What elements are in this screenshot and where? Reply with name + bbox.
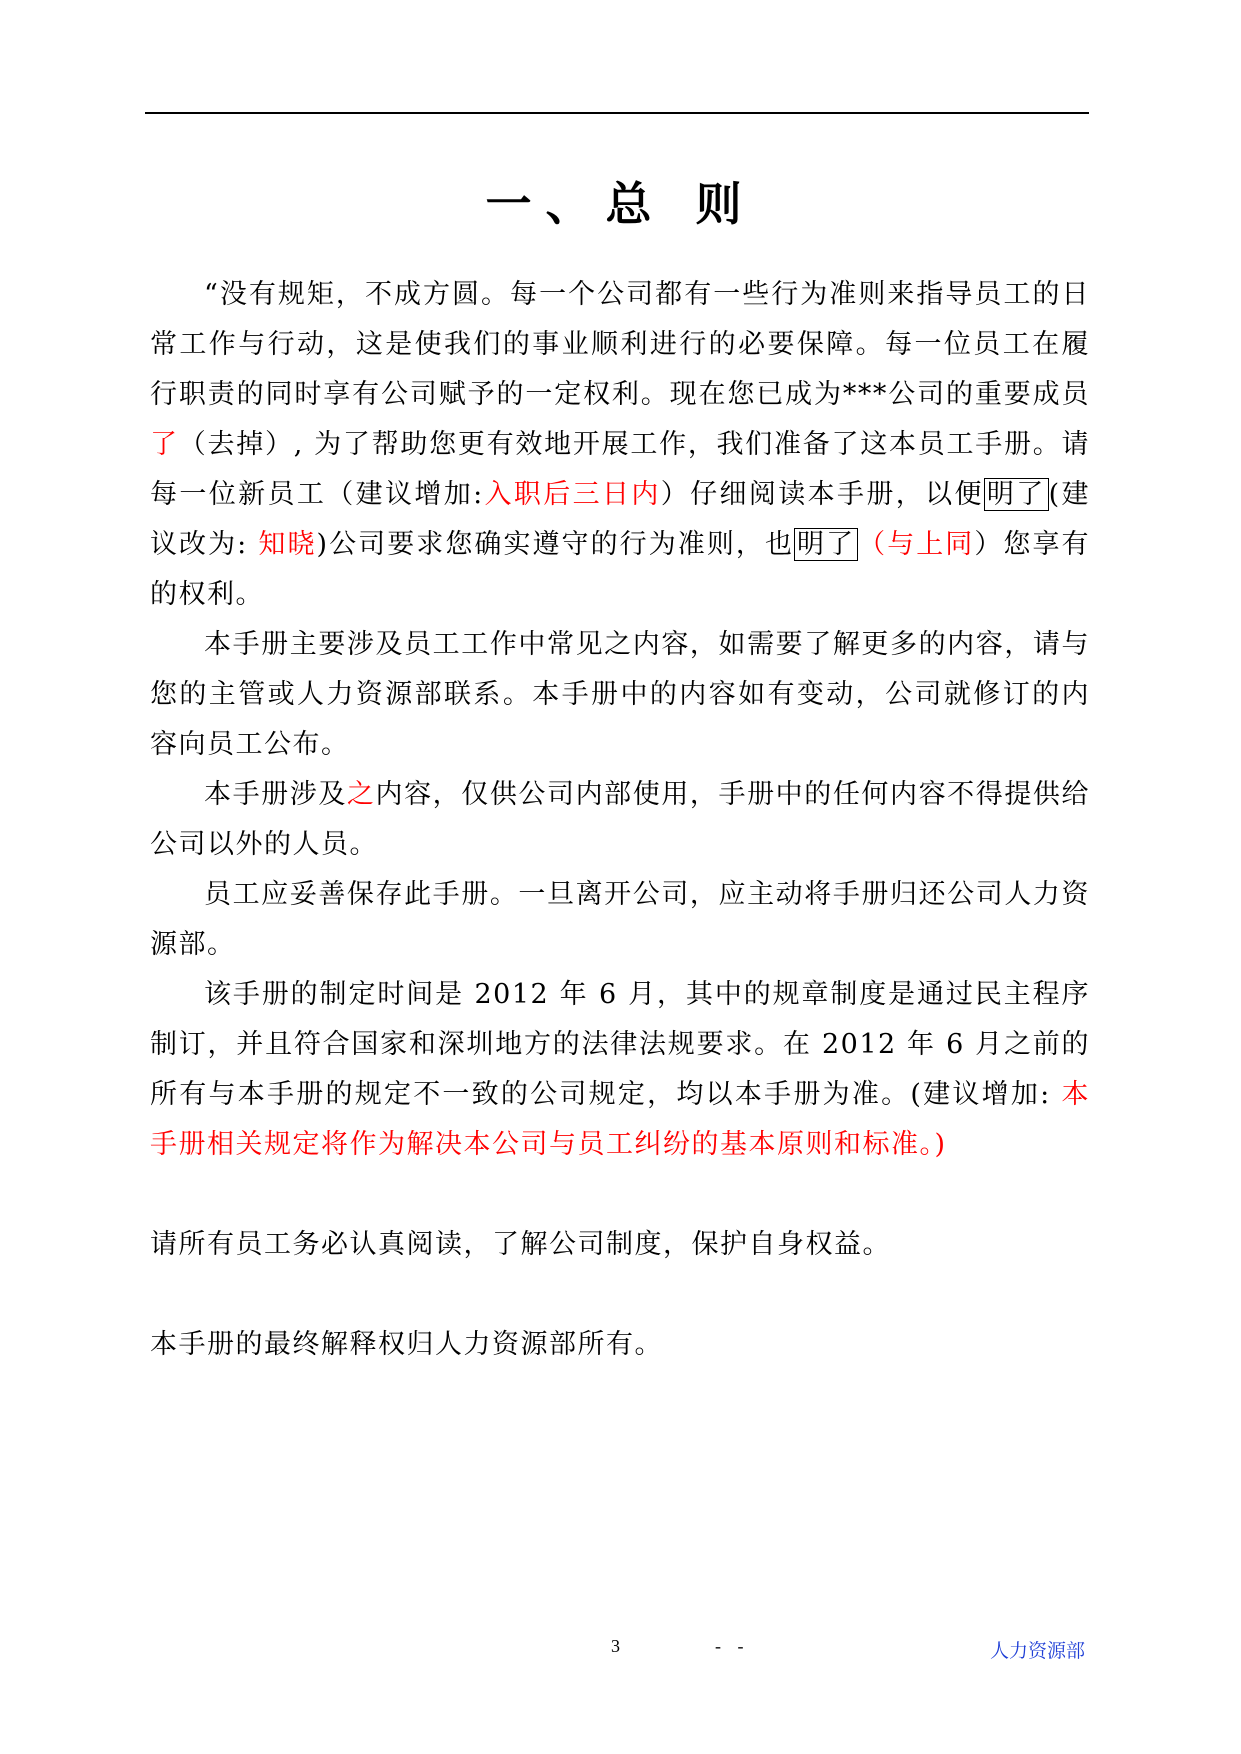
annotation-red: （与上同 <box>858 529 975 560</box>
annotation-red: 本手册相关规定将作为解决本公司与员工纠纷的基本原则和标准。) <box>150 1079 1090 1160</box>
text-run: （去掉）, 为了帮助您更有效地开展工作，我们准备了这本员工手册。请每一位新员工（建议增加: <box>150 429 1090 510</box>
text-run: ）仔细阅读本手册，以便 <box>660 479 984 510</box>
text-run: (建议改为: <box>150 479 1090 560</box>
paragraph-intro <box>150 270 1090 620</box>
annotation-red: 知晓 <box>258 529 317 560</box>
paragraph-read-notice: 请所有员工务必认真阅读，了解公司制度，保护自身权益。 <box>150 1229 891 1260</box>
text-run: 内容，仅供公司内部使用，手册中的任何内容不得提供给公司以外的人员。 <box>150 779 1091 860</box>
footer-department: 人力资源部 <box>990 1640 1086 1662</box>
header-rule <box>145 112 1089 114</box>
text-run: “没有规矩，不成方圆。每一个公司都有一些行为准则来指导员工的日常工作与行动，这是使我们的事业顺利进行的必要保障。每一位员工在履行职责的同时享有公司赋予的一定权利。现在您已成为***公司的重要成员 <box>150 279 1090 410</box>
text-run: 本手册涉及 <box>204 779 347 810</box>
annotation-red: 入职后三日内 <box>483 479 661 510</box>
text-run: ）您享有的权利。 <box>150 529 1091 610</box>
footer-dashes: - - <box>715 1636 750 1656</box>
document-body <box>150 270 1090 1370</box>
text-run: 该手册的制定时间是 2012 年 6 月，其中的规章制度是通过民主程序制订，并且符合国家和深圳地方的法律法规要求。在 2012 年 6 月之前的所有与本手册的规定不一致的公司规定，均以本手册为准。(建议增加: <box>150 979 1090 1110</box>
paragraph-effective-date <box>150 970 1090 1170</box>
annotation-red: 了 <box>150 429 179 460</box>
boxed-term: 明了 <box>794 528 858 561</box>
paragraph-custody: 员工应妥善保存此手册。一旦离开公司，应主动将手册归还公司人力资源部。 <box>150 879 1090 960</box>
paragraph-interpretation: 本手册的最终解释权归人力资源部所有。 <box>150 1329 663 1360</box>
footer-page-number: 3 <box>611 1636 620 1656</box>
boxed-term: 明了 <box>984 478 1049 511</box>
paragraph-scope: 本手册主要涉及员工工作中常见之内容，如需要了解更多的内容，请与您的主管或人力资源部联系。本手册中的内容如有变动，公司就修订的内容向员工公布。 <box>150 629 1090 760</box>
page-title: 一、总 则 <box>485 177 756 231</box>
paragraph-confidential <box>150 770 1090 870</box>
annotation-red: 之 <box>346 779 376 810</box>
text-run: )公司要求您确实遵守的行为准则，也 <box>316 529 795 560</box>
